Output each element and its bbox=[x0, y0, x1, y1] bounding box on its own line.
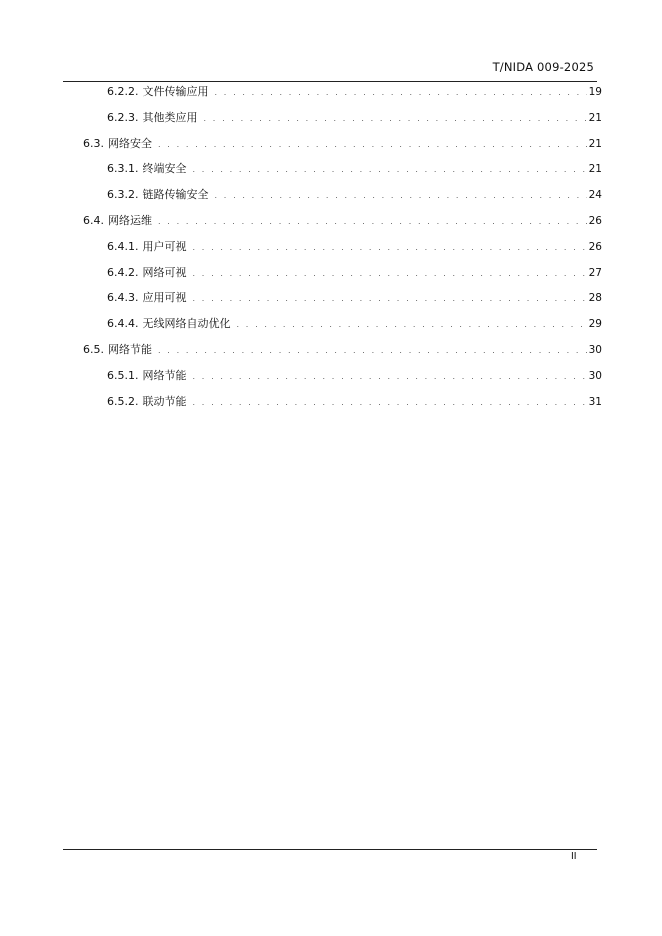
toc-entry-page: 21 bbox=[588, 137, 602, 150]
toc-entry-page: 29 bbox=[588, 318, 602, 331]
toc-entry-page: 27 bbox=[588, 266, 602, 279]
toc-entry[interactable] bbox=[83, 212, 602, 228]
toc-entry[interactable] bbox=[107, 109, 602, 125]
toc-dot-leader bbox=[193, 268, 587, 280]
toc-entry[interactable] bbox=[107, 393, 602, 409]
toc-entry-title: 网络安全 bbox=[108, 136, 152, 150]
toc-entry-page: 24 bbox=[588, 189, 602, 202]
toc-entry-page: 19 bbox=[588, 86, 602, 98]
toc-dot-leader bbox=[215, 190, 587, 202]
toc-entry-title: 无线网络自动优化 bbox=[142, 317, 231, 331]
toc-entry-title: 链路传输安全 bbox=[142, 188, 209, 202]
toc-entry-page: 21 bbox=[588, 111, 602, 124]
toc-entry-title: 网络运维 bbox=[108, 214, 152, 227]
toc-entry-title: 应用可视 bbox=[142, 291, 187, 305]
toc-entry[interactable] bbox=[107, 264, 602, 280]
toc-entry[interactable] bbox=[107, 315, 602, 331]
toc-entry-page: 21 bbox=[588, 163, 602, 176]
toc-dot-leader bbox=[158, 216, 587, 228]
header-rule bbox=[63, 81, 597, 82]
toc-entry-title: 文件传输应用 bbox=[142, 85, 209, 98]
toc-entry-number: 6.2.2. bbox=[107, 85, 139, 98]
toc-dot-leader bbox=[215, 87, 587, 99]
toc-entry[interactable] bbox=[107, 367, 602, 383]
toc-entry-title: 终端安全 bbox=[142, 162, 187, 176]
toc-entry-page: 26 bbox=[588, 240, 602, 253]
toc-dot-leader bbox=[193, 397, 587, 409]
toc-dot-leader bbox=[158, 139, 587, 151]
toc-entry-title: 网络可视 bbox=[142, 265, 187, 279]
toc-dot-leader bbox=[204, 113, 587, 125]
toc-entry-page: 30 bbox=[588, 369, 602, 382]
footer-rule bbox=[63, 849, 597, 850]
toc-entry[interactable] bbox=[107, 160, 602, 176]
toc-dot-leader bbox=[158, 345, 587, 357]
toc-entry[interactable] bbox=[107, 289, 602, 305]
toc-entry-number: 6.3.2. bbox=[107, 188, 139, 202]
toc-entry-number: 6.4.4. bbox=[107, 317, 139, 331]
toc-dot-leader bbox=[193, 164, 587, 176]
toc-entry-number: 6.2.3. bbox=[107, 110, 139, 124]
toc-entry-number: 6.4.3. bbox=[107, 291, 139, 305]
toc-entry[interactable] bbox=[107, 83, 602, 99]
toc-entry[interactable] bbox=[83, 135, 602, 151]
toc-entry-page: 28 bbox=[588, 292, 602, 305]
toc-entry-title: 用户可视 bbox=[142, 239, 187, 253]
toc-entry-number: 6.4.1. bbox=[107, 239, 139, 253]
toc-entry-title: 其他类应用 bbox=[142, 110, 198, 124]
toc-entry-number: 6.4.2. bbox=[107, 265, 139, 279]
toc-entry-page: 26 bbox=[588, 215, 602, 227]
toc-entry[interactable] bbox=[107, 238, 602, 254]
toc-entry-title: 联动节能 bbox=[142, 394, 187, 408]
toc-entry-title: 网络节能 bbox=[142, 368, 187, 382]
toc-entry[interactable] bbox=[107, 186, 602, 202]
toc-dot-leader bbox=[193, 242, 587, 254]
toc-dot-leader bbox=[193, 371, 587, 383]
doc-header-id: T/NIDA 009-2025 bbox=[492, 60, 594, 74]
toc-entry-page: 31 bbox=[588, 395, 602, 408]
toc-entry-page: 30 bbox=[588, 344, 602, 356]
toc-entry-title: 网络节能 bbox=[108, 343, 152, 356]
toc-entry[interactable] bbox=[83, 341, 602, 357]
toc-entry-number: 6.5. bbox=[83, 343, 104, 356]
toc-dot-leader bbox=[193, 293, 587, 305]
toc-entry-number: 6.3.1. bbox=[107, 162, 139, 176]
toc-entry-number: 6.3. bbox=[83, 136, 104, 150]
page-number: II bbox=[571, 851, 577, 862]
toc-dot-leader bbox=[237, 319, 587, 331]
toc-entry-number: 6.5.2. bbox=[107, 394, 139, 408]
toc-entry-number: 6.4. bbox=[83, 214, 104, 227]
toc-entry-number: 6.5.1. bbox=[107, 368, 139, 382]
